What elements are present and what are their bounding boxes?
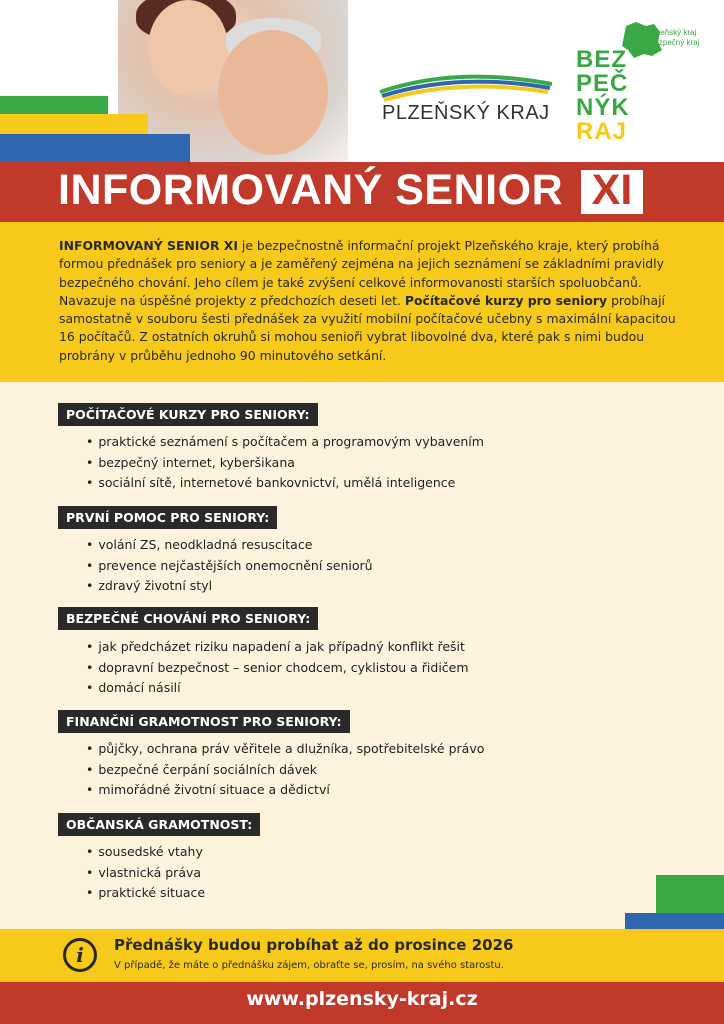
footer-main-prefix: Přednášky budou probíhat až do bbox=[114, 936, 395, 954]
list-item: • praktické seznámení s počítačem a programovým vybavením bbox=[86, 432, 484, 453]
intro-part-1: je bezpečnostně informační projekt Plzeňského kraje, který probíhá formou přednášek pro seniory a je zaměřený zejména na jejich seznámení se základními pravidly bezpečného chování. Jeho cílem je také zvýšení celkové informovanosti starších spoluobčanů. Navazuje na úspěšné projekty z předchozích deseti let. bbox=[59, 238, 664, 308]
list-item: • praktické situace bbox=[86, 883, 205, 904]
list-item: • bezpečné čerpání sociálních dávek bbox=[86, 760, 484, 781]
list-item: • jak předcházet riziku napadení a jak případný konflikt řešit bbox=[86, 637, 469, 658]
website-link[interactable]: www.plzensky-kraj.cz bbox=[246, 988, 478, 1010]
list-item: • mimořádné životní situace a dědictví bbox=[86, 780, 484, 801]
bk-logo-line-4: RAJ bbox=[576, 118, 628, 145]
list-item: • sousedské vtahy bbox=[86, 842, 205, 863]
woman-face bbox=[148, 0, 228, 95]
section-list-civic-literacy bbox=[86, 842, 205, 904]
list-item: • domácí násilí bbox=[86, 678, 469, 699]
blue-stripe bbox=[0, 134, 190, 162]
section-header-financial-literacy: FINANČNÍ GRAMOTNOST PRO SENIORY: bbox=[58, 710, 350, 733]
bk-logo-line-2: PEČ bbox=[576, 70, 629, 97]
footer-sub-text: V případě, že máte o přednášku zájem, obraťte se, prosím, na svého starostu. bbox=[114, 960, 504, 971]
list-item: • zdravý životní styl bbox=[86, 576, 373, 597]
yellow-stripe bbox=[0, 114, 148, 134]
section-header-first-aid: PRVNÍ POMOC PRO SENIORY: bbox=[58, 506, 277, 529]
bk-logo-line-3: NÝK bbox=[576, 94, 630, 121]
green-stripe bbox=[0, 96, 108, 114]
intro-paragraph bbox=[59, 237, 679, 365]
footer-main-text bbox=[114, 936, 513, 954]
plzensky-kraj-name: PLZEŇSKÝ KRAJ bbox=[382, 102, 550, 124]
section-header-civic-literacy: OBČANSKÁ GRAMOTNOST: bbox=[58, 813, 260, 836]
list-item: • sociální sítě, internetové bankovnictví, umělá inteligence bbox=[86, 473, 484, 494]
list-item: • dopravní bezpečnost – senior chodcem, cyklistou a řidičem bbox=[86, 658, 469, 679]
list-item: • vlastnická práva bbox=[86, 863, 205, 884]
green-corner-stripe bbox=[656, 875, 724, 913]
bk-tagline-2: bezpečný kraj bbox=[650, 38, 700, 47]
bk-logo-line-1: BEZ bbox=[576, 46, 627, 73]
man-face bbox=[218, 30, 328, 155]
section-list-computer-courses bbox=[86, 432, 484, 494]
title-number: XI bbox=[591, 166, 633, 214]
intro-lead-bold: INFORMOVANÝ SENIOR XI bbox=[59, 238, 238, 253]
list-item: • prevence nejčastějších onemocnění seniorů bbox=[86, 556, 373, 577]
section-header-safe-behavior: BEZPEČNÉ CHOVÁNÍ PRO SENIORY: bbox=[58, 607, 318, 630]
intro-part-2: probíhají samostatně v souboru šesti přednášek za využití mobilní počítačové učebny s maximální kapacitou 16 počítačů. Z ostatních okruhů si mohou senioři vybrat libovolné dva, které pak s nimi budou probrány v průběhu jednoho 90 minutového setkání. bbox=[59, 292, 676, 363]
list-item: • bezpečný internet, kyberšikana bbox=[86, 453, 484, 474]
header bbox=[0, 0, 724, 162]
section-list-safe-behavior bbox=[86, 637, 469, 699]
section-list-financial-literacy bbox=[86, 739, 484, 801]
list-item: • volání ZS, neodkladná resuscitace bbox=[86, 535, 373, 556]
page-title: INFORMOVANÝ SENIOR bbox=[58, 166, 564, 214]
footer-main-date: prosince 2026 bbox=[394, 936, 514, 954]
info-icon: i bbox=[63, 938, 97, 972]
bk-tagline-1: plzeňský kraj bbox=[650, 28, 697, 37]
section-list-first-aid bbox=[86, 535, 373, 597]
section-header-computer-courses: POČÍTAČOVÉ KURZY PRO SENIORY: bbox=[58, 403, 318, 426]
list-item: • půjčky, ochrana práv věřitele a dlužníka, spotřebitelské právo bbox=[86, 739, 484, 760]
intro-mid-bold: Počítačové kurzy pro seniory bbox=[404, 292, 608, 308]
